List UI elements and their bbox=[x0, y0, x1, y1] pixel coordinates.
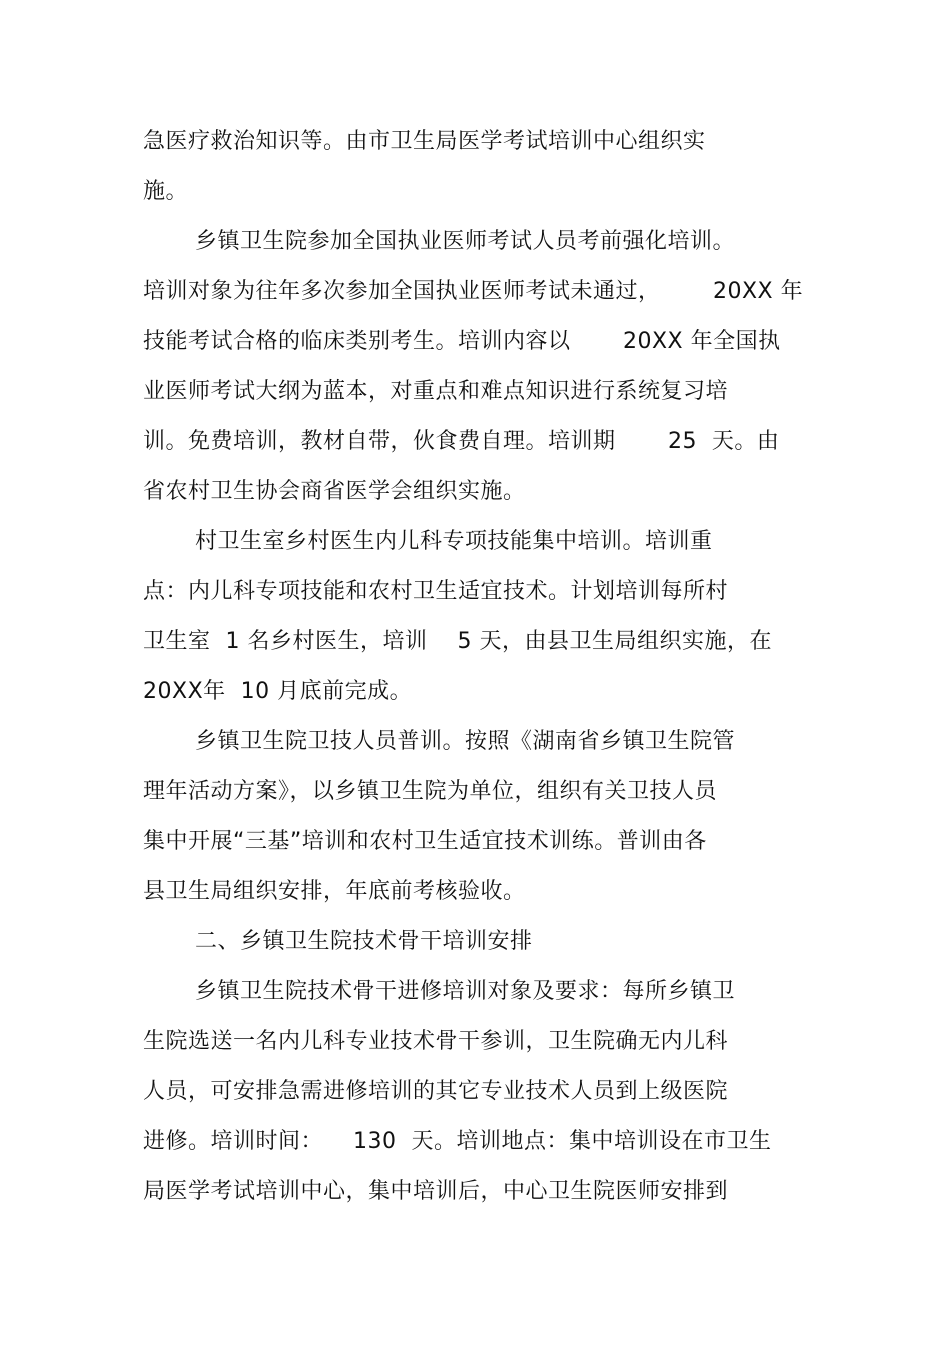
text-line: 理年活动方案》，以乡镇卫生院为单位，组织有关卫技人员 bbox=[143, 779, 718, 804]
text-line: 省农村卫生协会商省医学会组织实施。 bbox=[143, 479, 526, 504]
text-line: 业医师考试大纲为蓝本，对重点和难点知识进行系统复习培 bbox=[143, 379, 729, 404]
paragraph-start-line: 乡镇卫生院参加全国执业医师考试人员考前强化培训。 bbox=[195, 229, 736, 254]
text-line: 县卫生局组织安排，年底前考核验收。 bbox=[143, 879, 526, 904]
text-line: 进修。培训时间： 130 天。培训地点：集中培训设在市卫生 bbox=[143, 1129, 772, 1154]
paragraph-start-line: 村卫生室乡村医生内儿科专项技能集中培训。培训重 bbox=[195, 529, 713, 554]
text-line: 集中开展“三基”培训和农村卫生适宜技术训练。普训由各 bbox=[143, 829, 707, 854]
text-line: 训。免费培训，教材自带，伙食费自理。培训期 25 天。由 bbox=[143, 429, 780, 454]
text-line: 人员，可安排急需进修培训的其它专业技术人员到上级医院 bbox=[143, 1079, 729, 1104]
text-line: 施。 bbox=[143, 179, 189, 204]
paragraph-start-line: 乡镇卫生院技术骨干进修培训对象及要求：每所乡镇卫 bbox=[195, 979, 736, 1004]
text-line: 急医疗救治知识等。由市卫生局医学考试培训中心组织实 bbox=[143, 129, 706, 154]
text-line: 培训对象为往年多次参加全国执业医师考试未通过， 20XX 年 bbox=[143, 279, 804, 304]
paragraph-start-line: 乡镇卫生院卫技人员普训。按照《湖南省乡镇卫生院管 bbox=[195, 729, 736, 754]
text-line: 局医学考试培训中心，集中培训后，中心卫生院医师安排到 bbox=[143, 1179, 729, 1204]
section-heading: 二、乡镇卫生院技术骨干培训安排 bbox=[195, 929, 533, 954]
text-line: 20XX年 10 月底前完成。 bbox=[143, 679, 413, 704]
text-line: 技能考试合格的临床类别考生。培训内容以 20XX 年全国执 bbox=[143, 329, 781, 354]
text-line: 点：内儿科专项技能和农村卫生适宜技术。计划培训每所村 bbox=[143, 579, 729, 604]
text-line: 生院选送一名内儿科专业技术骨干参训，卫生院确无内儿科 bbox=[143, 1029, 729, 1054]
text-line: 卫生室 1 名乡村医生，培训 5 天，由县卫生局组织实施，在 bbox=[143, 629, 772, 654]
